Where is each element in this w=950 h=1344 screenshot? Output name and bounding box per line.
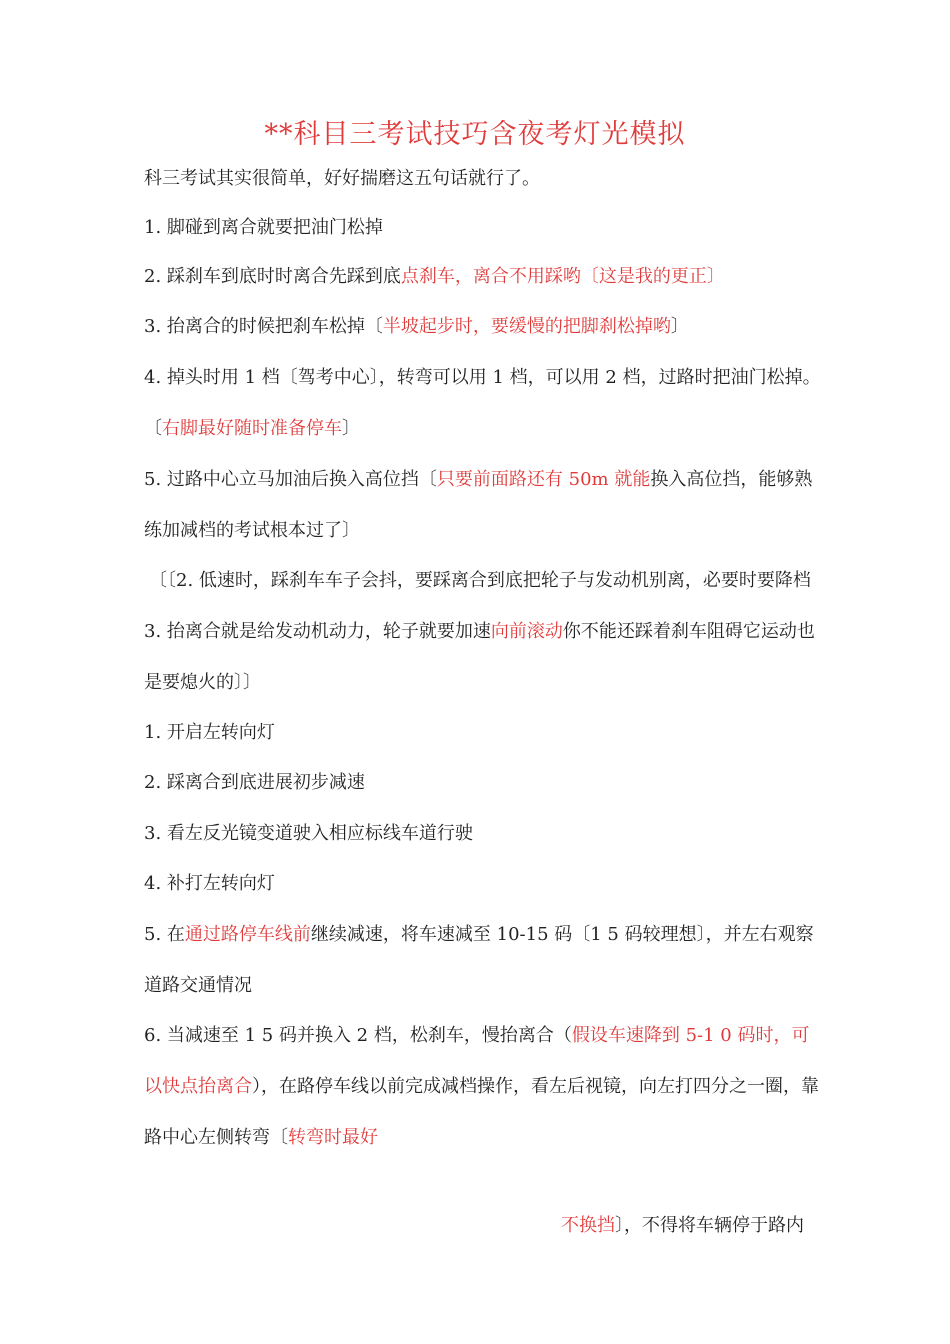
tip-4-close: 〕: [342, 418, 360, 439]
note-paragraph: [144, 555, 824, 708]
step-6: [144, 1010, 824, 1163]
tip-2: [144, 251, 824, 302]
tip-5: [144, 454, 824, 556]
tip-3-highlight: 半坡起步时，要缓慢的把脚刹松掉哟: [382, 316, 671, 337]
tip-4-text: 4. 掉头时用 1 档〔驾考中心〕，转弯可以用 1 档，可以用 2 档，过路时把油门松掉。〔: [144, 367, 821, 439]
intro-paragraph: 科三考试其实很简单，好好揣磨这五句话就行了。: [144, 168, 540, 189]
step-6-text: 6. 当减速至 1 5 码并换入 2 档，松刹车，慢抬离合（: [144, 1025, 572, 1046]
step-5-text: 5. 在: [144, 924, 185, 945]
note-highlight: 向前滚动: [490, 621, 563, 642]
tip-5-text: 5. 过路中心立马加油后换入高位挡〔: [144, 469, 437, 490]
tip-2-highlight: 点刹车，离合不用踩哟〔这是我的更正〕: [400, 266, 725, 287]
tip-1: 1. 脚碰到离合就要把油门松掉: [144, 217, 383, 238]
tip-5-highlight: 只要前面路还有 50m 就能: [436, 469, 651, 490]
note-text: 〔〔2. 低速时，踩刹车车子会抖，要踩离合到底把轮子与发动机别离，必要时要降档 3. 抬离合就是给发动机动力，轮子就要加速: [144, 570, 811, 642]
step-4: 4. 补打左转向灯: [144, 873, 275, 894]
step-6-highlight: 假设车速降到 5-1 0 码时，可以快点抬离合: [144, 1025, 810, 1097]
tip-2-text: 2. 踩刹车到底时时离合先踩到底: [144, 266, 401, 287]
note-rest: 你不能还踩着刹车阻碍它运动也是要熄火的〕〕: [144, 621, 815, 693]
step-1: 1. 开启左转向灯: [144, 722, 275, 743]
step-6-highlight-2: 转弯时最好: [288, 1127, 378, 1148]
step-5-rest: 继续减速，将车速减至 10-15 码〔1 5 码较理想〕，并左右观察道路交通情况: [144, 924, 814, 996]
tip-4: [144, 352, 824, 454]
tip-3: [144, 301, 824, 352]
tip-3-close: 〕: [670, 316, 689, 337]
continuation-text: 〕，不得将车辆停于路内: [615, 1215, 804, 1236]
step-6-rest: ），在路停车线以前完成减档操作，看左后视镜，向左打四分之一圈，靠路中心左侧转弯〔: [144, 1076, 819, 1148]
tip-3-text: 3. 抬离合的时候把刹车松掉〔: [144, 316, 383, 337]
step-3: 3. 看左反光镜变道驶入相应标线车道行驶: [144, 823, 473, 844]
step-2: 2. 踩离合到底进展初步减速: [144, 772, 365, 793]
step-5-highlight: 通过路停车线前: [184, 924, 311, 945]
step-5: [144, 909, 824, 1011]
tip-4-highlight: 右脚最好随时准备停车: [162, 418, 342, 439]
document-title: **科目三考试技巧含夜考灯光模拟: [264, 119, 686, 150]
continuation-highlight: 不换挡: [561, 1215, 615, 1236]
step-6-continuation: [561, 1213, 821, 1238]
tip-5-rest: 换入高位挡，能够熟练加减档的考试根本过了〕: [144, 469, 813, 541]
